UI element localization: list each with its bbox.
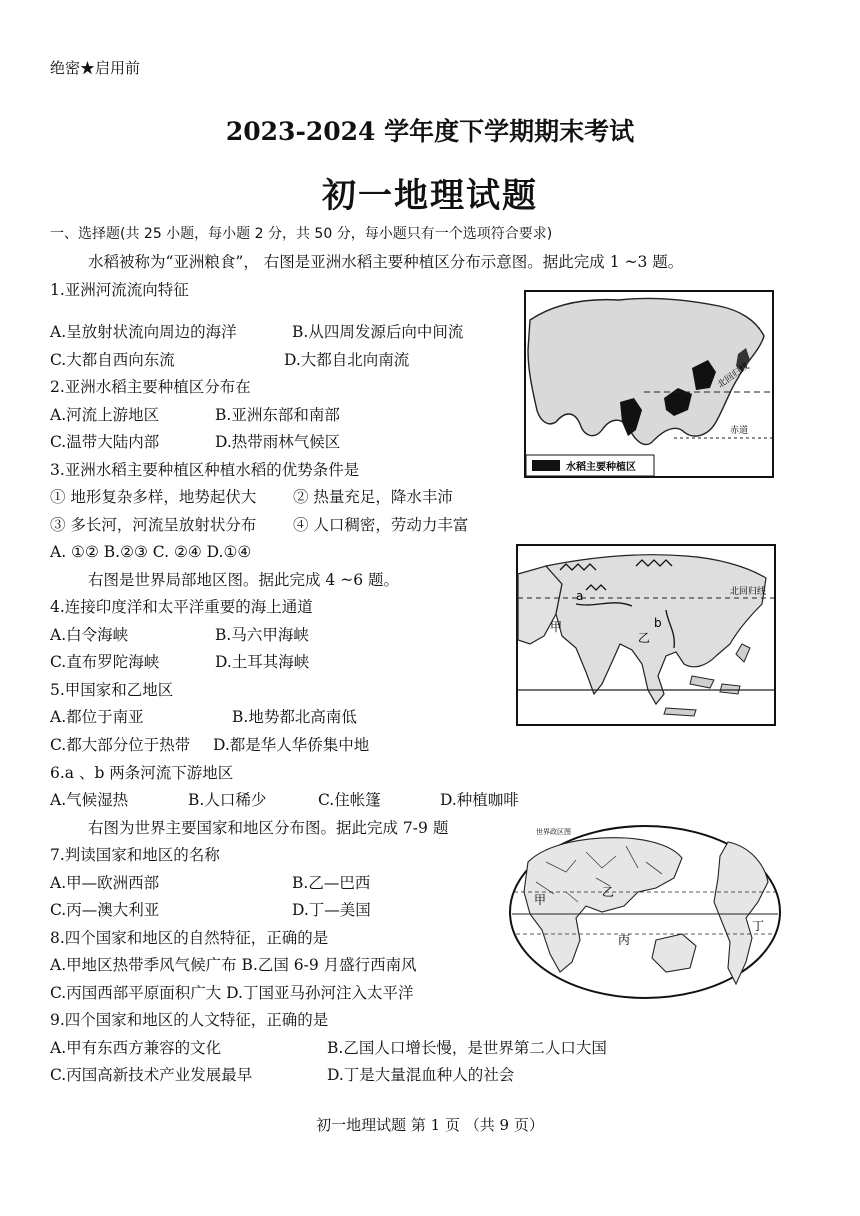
q4-option-a: A.白令海峡 [50, 626, 129, 644]
group3-intro: 右图为世界主要国家和地区分布图。据此完成 7-9 题 [88, 819, 449, 837]
q4-option-c: C.直布罗陀海峡 [50, 653, 160, 671]
legend-swatch [532, 460, 560, 471]
q9-option-b: B.乙国人口增长慢，是世界第二人口大国 [327, 1039, 607, 1057]
q7-option-c: C.丙—澳大利亚 [50, 901, 160, 919]
question-6-stem: 6.a 、b 两条河流下游地区 [50, 764, 234, 782]
question-4-stem: 4.连接印度洋和太平洋重要的海上通道 [50, 598, 313, 616]
group1-intro: 水稻被称为“亚洲粮食”， 右图是亚洲水稻主要种植区分布示意图。据此完成 1 ~3 题。 [88, 253, 684, 271]
q7-option-a: A.甲—欧洲西部 [50, 874, 160, 892]
q3-options: A. ①② B.②③ C. ②④ D.①④ [50, 543, 252, 561]
q2-option-a: A.河流上游地区 [50, 406, 160, 424]
q7-option-b: B.乙—巴西 [292, 874, 371, 892]
question-3-stem: 3.亚洲水稻主要种植区种植水稻的优势条件是 [50, 461, 360, 479]
q3-statement-1: ① 地形复杂多样，地势起伏大 [50, 488, 257, 506]
q5-option-c: C.都大部分位于热带 [50, 736, 191, 754]
q6-option-c: C.住帐篷 [318, 791, 381, 809]
q7-option-d: D.丁—美国 [292, 901, 371, 919]
question-2-stem: 2.亚洲水稻主要种植区分布在 [50, 378, 251, 396]
section-heading: 一、选择题(共 25 小题，每小题 2 分，共 50 分，每小题只有一个选项符合要求) [50, 226, 553, 242]
world-map [506, 822, 784, 1002]
legend-label: 水稻主要种植区 [566, 462, 636, 473]
equator-label: 赤道 [730, 426, 749, 436]
q4-option-d: D.土耳其海峡 [215, 653, 310, 671]
q6-option-d: D.种植咖啡 [440, 791, 519, 809]
river-b-label: b [654, 616, 662, 630]
subject-title: 初一地理试题 [322, 176, 538, 216]
q1-option-b: B.从四周发源后向中间流 [292, 323, 464, 341]
q3-statement-2: ② 热量充足，降水丰沛 [293, 488, 453, 506]
country-bing-label: 丙 [618, 933, 631, 947]
group2-intro: 右图是世界局部地区图。据此完成 4 ~6 题。 [88, 571, 399, 589]
tropic-label: 北回归线 [715, 361, 752, 391]
q6-option-b: B.人口稀少 [188, 791, 267, 809]
question-9-stem: 9.四个国家和地区的人文特征，正确的是 [50, 1011, 329, 1029]
q1-option-c: C.大都自西向东流 [50, 351, 175, 369]
q2-option-d: D.热带雨林气候区 [215, 433, 341, 451]
exam-title: 2023-2024 学年度下学期期末考试 [225, 117, 635, 146]
q8-options-ab: A.甲地区热带季风气候广布 B.乙国 6-9 月盛行西南风 [50, 956, 417, 974]
q5-option-d: D.都是华人华侨集中地 [213, 736, 370, 754]
region-jia-label: 甲 [534, 893, 547, 907]
q5-option-b: B.地势都北高南低 [232, 708, 357, 726]
q4-option-b: B.马六甲海峡 [215, 626, 309, 644]
q5-option-a: A.都位于南亚 [50, 708, 144, 726]
country-jia-label: 甲 [550, 620, 563, 634]
q6-option-a: A.气候湿热 [50, 791, 129, 809]
region-yi-label: 乙 [638, 631, 651, 645]
q2-option-c: C.温带大陆内部 [50, 433, 160, 451]
page-footer: 初一地理试题 第 1 页 （共 9 页） [316, 1116, 544, 1134]
question-1-stem: 1.亚洲河流流向特征 [50, 281, 189, 299]
world-map-title: 世界政区图 [536, 828, 571, 836]
q8-options-cd: C.丙国西部平原面积广大 D.丁国亚马孙河注入太平洋 [50, 984, 414, 1002]
question-8-stem: 8.四个国家和地区的自然特征，正确的是 [50, 929, 329, 947]
q9-option-c: C.丙国高新技术产业发展最早 [50, 1066, 253, 1084]
confidential-mark: 绝密★启用前 [50, 59, 141, 77]
question-7-stem: 7.判读国家和地区的名称 [50, 846, 220, 864]
q9-option-a: A.甲有东西方兼容的文化 [50, 1039, 222, 1057]
q1-option-d: D.大都自北向南流 [284, 351, 410, 369]
q2-option-b: B.亚洲东部和南部 [215, 406, 340, 424]
q3-statement-3: ③ 多长河，河流呈放射状分布 [50, 516, 257, 534]
q3-statement-4: ④ 人口稠密，劳动力丰富 [293, 516, 469, 534]
regional-map [516, 544, 776, 726]
q9-option-d: D.丁是大量混血种人的社会 [327, 1066, 515, 1084]
tropic-label-2: 北回归线 [730, 587, 767, 597]
country-yi-label: 乙 [602, 885, 615, 899]
country-ding-label: 丁 [752, 919, 765, 933]
question-5-stem: 5.甲国家和乙地区 [50, 681, 174, 699]
river-a-label: a [576, 589, 584, 603]
q1-option-a: A.呈放射状流向周边的海洋 [50, 323, 237, 341]
asia-rice-map [524, 290, 774, 478]
